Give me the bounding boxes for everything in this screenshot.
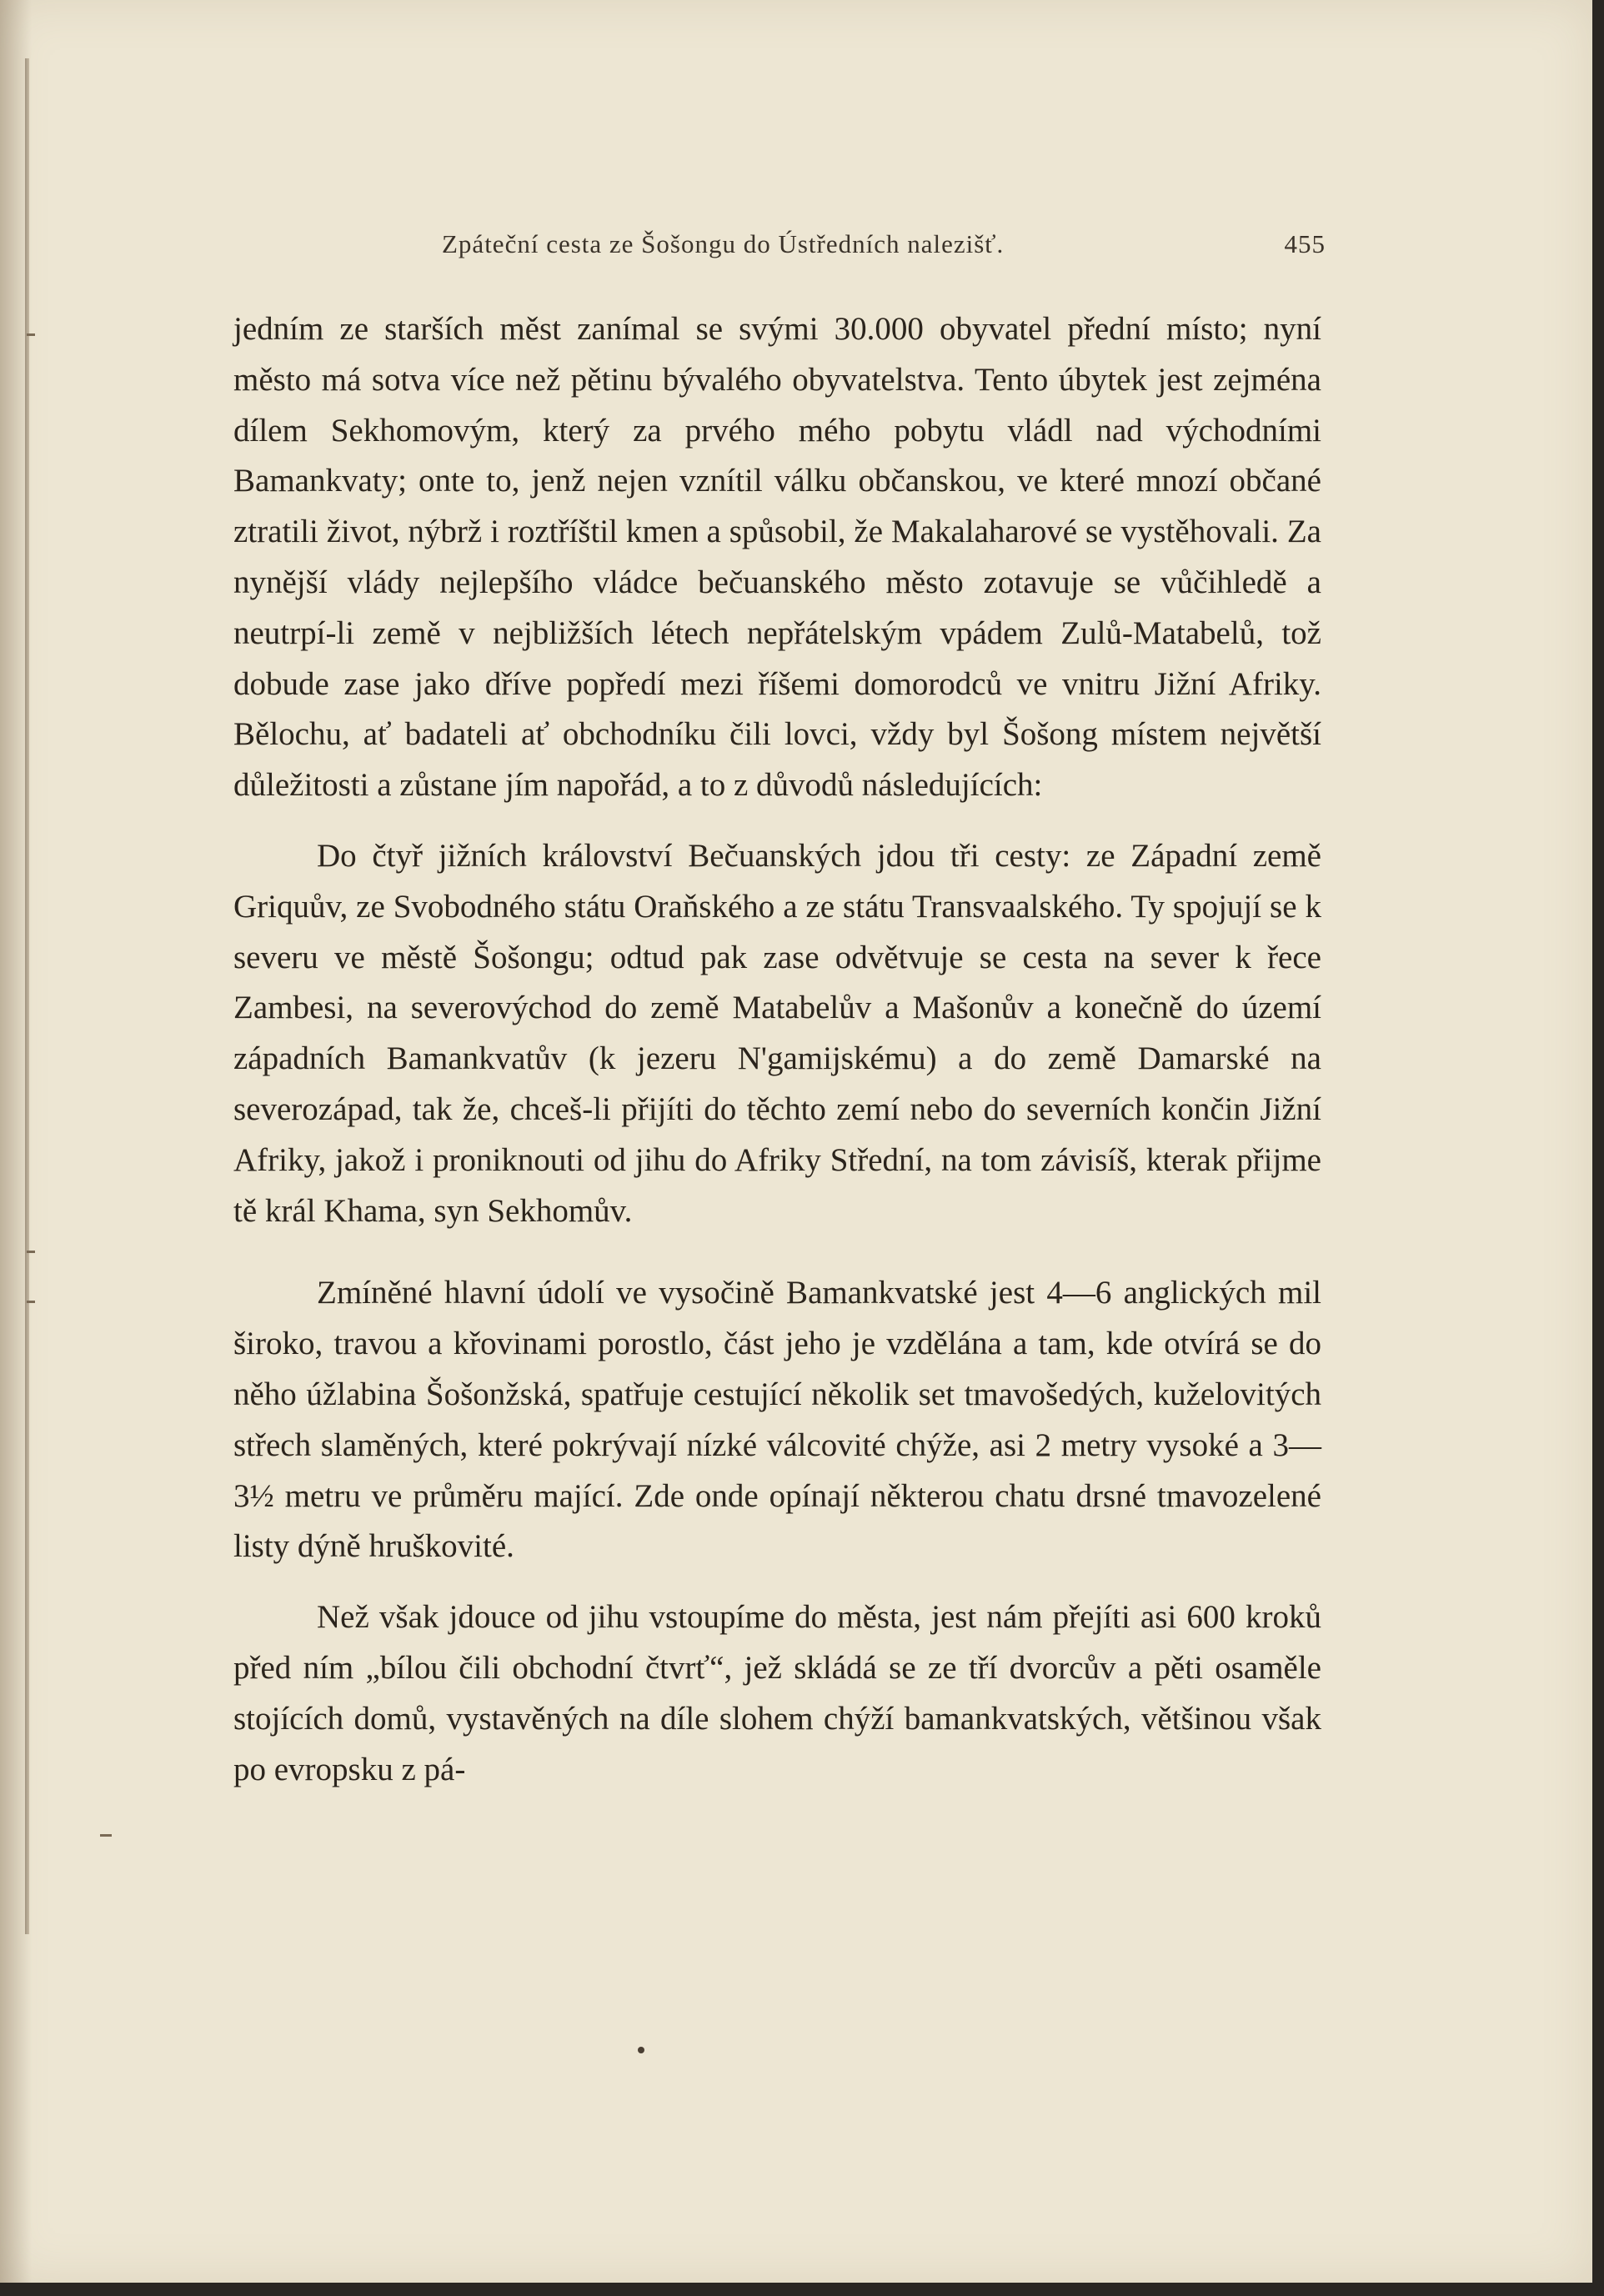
paragraph: Zmíněné hlavní údolí ve vysočině Bamankvatské jest 4—6 anglických mil široko, travou a křovinami porostlo, část jeho je vzdělána a tam, kde otvírá se do něho úžlabina Šošonžská, spatřuje cestující několik set tmavošedých, kuželovitých střech slaměných, které pokrývají nízké válcovité chýže, asi 2 metry vysoké a 3—3½ metru ve průměru mající. Zde onde opínají některou chatu drsné tmavozelené listy dýně hruškovité. [233,1275,1321,1565]
paragraph: Než však jdouce od jihu vstoupíme do města, jest nám přejíti asi 600 kroků před ním „bílou čili obchodní čtvrť“, jež skládá se ze tří dvorcův a pěti osaměle stojících domů, vystavěných na díle slohem chýží bamankvatských, většinou však po evropsku z pá- [233,1599,1321,1787]
edge-mark [27,1301,35,1303]
scan-border [0,2283,1604,2296]
edge-mark [27,333,35,336]
paragraph-continued: jedním ze starších měst zanímal se svými 30.000 obyvatel přední místo; nyní město má sotva více než pětinu bývalého obyvatelstva. Tento úbytek jest zejména dílem Sekhomovým, který za prvého mého pobytu vládl nad východními Bamankvaty; onte to, jenž nejen vznítil válku občanskou, ve které mnozí občané ztratili život, nýbrž i roztříštil kmen a spůsobil, že Makalaharové se vystěhovali. Za nynější vlády nejlepšího vládce bečuanského město zotavuje se vůčihledě a neutrpí-li země v nejbližších létech nepřátelským vpádem Zulů-Matabelů, tož dobude zase jako dříve popředí mezi říšemi domorodců ve vnitru Jižní Afriky. Bělochu, ať badateli ať obchodníku čili lovci, vždy byl Šošong místem největší důležitosti a zůstane jím napořád, a to z důvodů následujících: [233,311,1321,804]
page-number: 455 [1284,229,1326,258]
running-head-title: Zpáteční cesta ze Šošongu do Ústředních nalezišť. [442,229,1005,258]
ink-dot [638,2047,644,2053]
binding-edge [25,58,29,1934]
edge-mark [100,1834,112,1837]
body-text [233,304,1321,1795]
edge-mark [27,1251,35,1253]
running-head [233,229,1326,263]
paragraph: Do čtyř jižních království Bečuanských jdou tři cesty: ze Západní země Griquův, ze Svobodného státu Oraňského a ze státu Transvaalského. Ty spojují se k severu ve městě Šošongu; odtud pak zase odvětvuje se cesta na sever k řece Zambesi, na severovýchod do země Matabelův a Mašonův a konečně do území západních Bamankvatův (k jezeru N'gamijskému) a do země Damarské na severozápad, tak že, chceš-li přijíti do těchto zemí nebo do severních končin Jižní Afriky, jakož i proniknouti od jihu do Afriky Střední, na tom závisíš, kterak přijme tě král Khama, syn Sekhomův. [233,837,1321,1229]
